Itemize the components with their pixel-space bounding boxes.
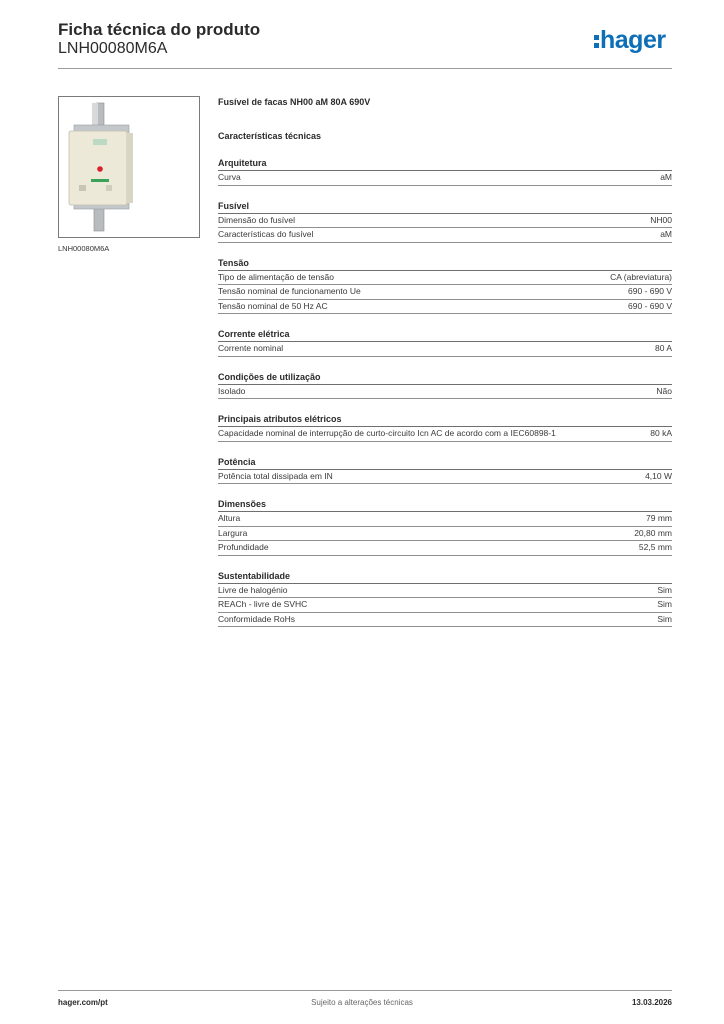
page-title: Ficha técnica do produto — [58, 20, 261, 39]
spec-value: 690 - 690 V — [628, 286, 672, 296]
tech-characteristics-title: Características técnicas — [218, 131, 322, 141]
spec-row — [218, 214, 672, 229]
spec-value: 80 A — [654, 343, 672, 353]
section-title: Fusível — [218, 200, 672, 214]
spec-row — [218, 271, 672, 286]
spec-label: Corrente nominal — [218, 343, 284, 353]
section-title: Principais atributos elétricos — [218, 413, 672, 427]
product-code: LNH00080M6A — [58, 40, 168, 57]
spec-value: Sim — [657, 599, 672, 609]
spec-value: 52,5 mm — [638, 542, 672, 552]
hager-logo — [594, 26, 666, 55]
spec-section — [218, 157, 672, 186]
spec-row — [218, 285, 672, 300]
spec-section — [218, 371, 672, 400]
section-title: Dimensões — [218, 498, 672, 512]
spec-value: CA (abreviatura) — [610, 271, 672, 282]
fuse-illustration-icon — [59, 97, 199, 237]
spec-section — [218, 570, 672, 628]
spec-content — [218, 97, 672, 627]
section-title: Arquitetura — [218, 157, 672, 171]
spec-row — [218, 300, 672, 315]
spec-value: Sim — [657, 613, 672, 624]
spec-label: Livre de halogénio — [218, 584, 288, 595]
spec-row — [218, 342, 672, 357]
spec-row — [218, 613, 672, 628]
spec-value: 20,80 mm — [634, 527, 672, 538]
spec-label: Tensão nominal de funcionamento Ue — [218, 286, 361, 296]
spec-value: 80 kA — [650, 428, 672, 438]
section-title: Condições de utilização — [218, 371, 672, 385]
section-title: Tensão — [218, 257, 672, 271]
spec-label: REACh - livre de SVHC — [218, 599, 308, 609]
spec-label: Dimensão do fusível — [218, 214, 296, 225]
spec-label: Capacidade nominal de interrupção de curto-circuito Icn AC de acordo com a IEC60898-1 — [218, 428, 556, 438]
spec-sections — [218, 157, 672, 627]
spec-label: Largura — [218, 527, 248, 538]
logo-dots-icon — [594, 32, 599, 51]
spec-row — [218, 171, 672, 186]
spec-label: Isolado — [218, 385, 246, 396]
spec-label: Altura — [218, 513, 241, 523]
spec-label: Profundidade — [218, 542, 269, 552]
header-divider — [58, 68, 672, 69]
image-caption: LNH00080M6A — [58, 244, 110, 253]
spec-value: Sim — [657, 584, 672, 595]
spec-label: Conformidade RoHs — [218, 613, 296, 624]
spec-row — [218, 228, 672, 243]
spec-row — [218, 512, 672, 527]
spec-value: 4,10 W — [645, 470, 672, 481]
spec-label: Tensão nominal de 50 Hz AC — [218, 300, 328, 311]
footer-disclaimer: Sujeito a alterações técnicas — [311, 998, 413, 1007]
section-title: Sustentabilidade — [218, 570, 672, 584]
spec-row — [218, 598, 672, 613]
spec-section — [218, 200, 672, 243]
spec-row — [218, 470, 672, 485]
spec-value: 79 mm — [646, 513, 672, 523]
spec-row — [218, 427, 672, 442]
footer-date: 13.03.2026 — [631, 998, 672, 1007]
spec-label: Características do fusível — [218, 229, 314, 239]
spec-value: aM — [660, 229, 672, 239]
spec-section — [218, 456, 672, 485]
spec-value: NH00 — [650, 214, 672, 225]
footer-website: hager.com/pt — [58, 998, 108, 1007]
spec-section — [218, 257, 672, 315]
spec-value: Não — [656, 385, 672, 396]
section-title: Potência — [218, 456, 672, 470]
spec-label: Potência total dissipada em IN — [218, 470, 333, 481]
spec-section — [218, 413, 672, 442]
spec-value: 690 - 690 V — [628, 300, 672, 311]
spec-label: Tipo de alimentação de tensão — [218, 271, 334, 282]
spec-row — [218, 527, 672, 542]
section-title: Corrente elétrica — [218, 328, 672, 342]
logo-text: hager — [600, 26, 666, 54]
spec-label: Curva — [218, 172, 241, 182]
spec-section — [218, 498, 672, 556]
spec-row — [218, 541, 672, 556]
spec-row — [218, 385, 672, 400]
spec-section — [218, 328, 672, 357]
product-name: Fusível de facas NH00 aM 80A 690V — [218, 97, 371, 107]
spec-value: aM — [660, 172, 672, 182]
product-image — [58, 96, 200, 238]
footer-divider — [58, 990, 672, 991]
spec-row — [218, 584, 672, 599]
